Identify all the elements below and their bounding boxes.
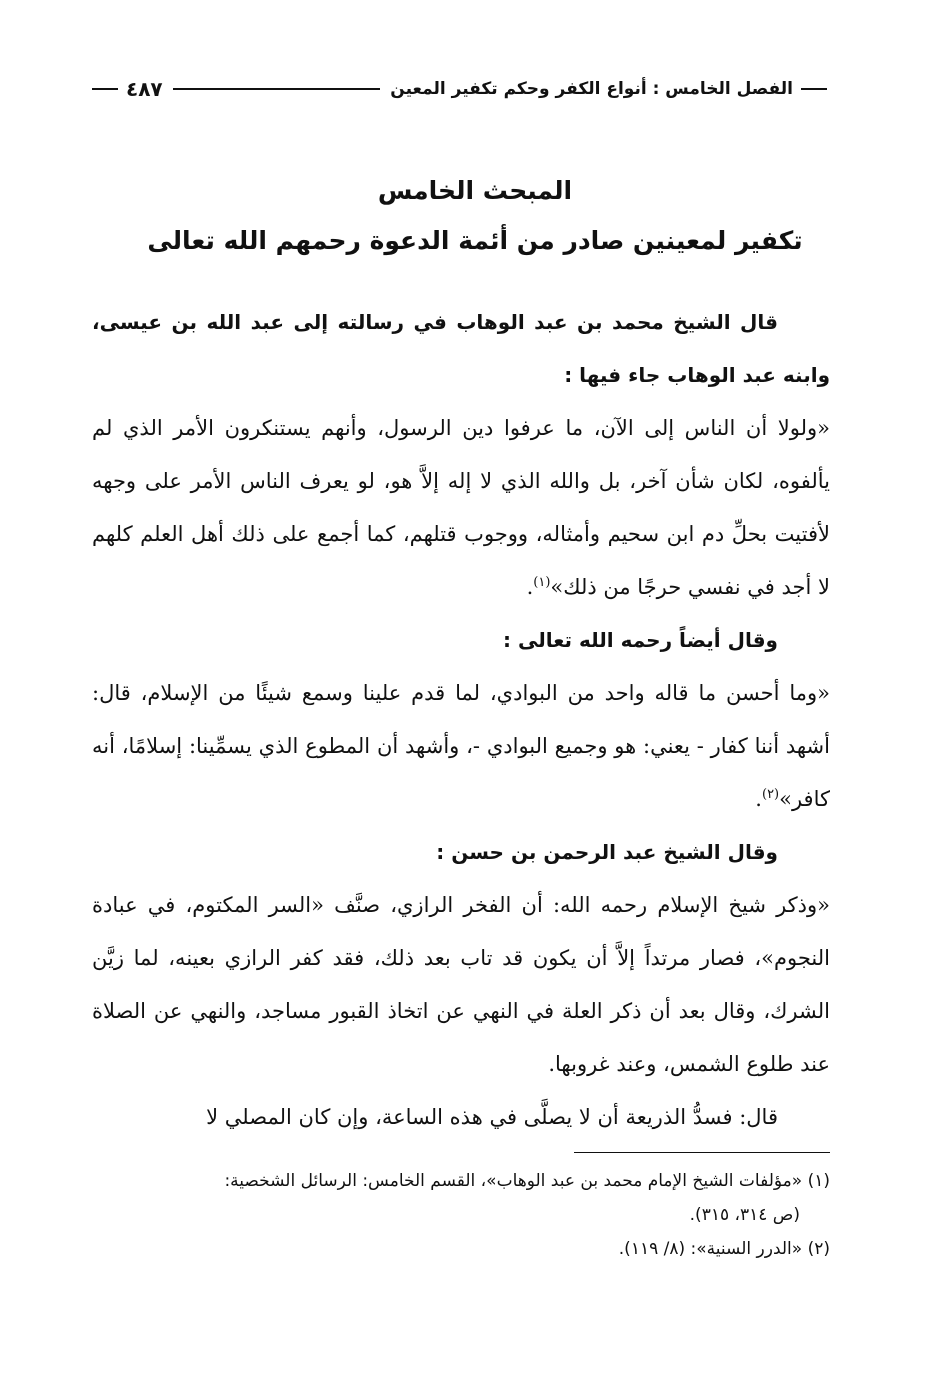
header-rule [173,88,381,90]
section-number-heading: المبحث الخامس [377,176,573,205]
body-text [92,296,830,1144]
footnote-2: (٢) «الدرر السنية»: (٨/ ١١٩). [618,1239,830,1259]
paragraph-intro-2: وقال أيضاً رحمه الله تعالى : [503,628,778,652]
footnote-1-continued: (ص ٣١٤، ٣١٥). [689,1205,800,1225]
paragraph-intro-3: وقال الشيخ عبد الرحمن بن حسن : [436,840,778,864]
paragraph-quote-2 [92,667,830,826]
footnote-1: (١) «مؤلفات الشيخ الإمام محمد بن عبد الوهاب»، القسم الخامس: الرسائل الشخصية: [224,1171,830,1191]
quote-2-end: . [755,787,762,811]
quote-1-end: . [526,575,534,599]
quote-1-text: «ولولا أن الناس إلى الآن، ما عرفوا دين الرسول، وأنهم يستنكرون الأمر الذي لم يألفوه، لكان شأن آخر، بل والله الذي لا إله إلاَّ هو، لو يعرف الناس الأمر على وجهه لأفتيت بحلِّ دم ابن سحيم وأمثاله، ووجوب قتلهم، كما أجمع على ذلك أهل العلم كلهم لا أجد في نفسي حرجًا من ذلك» [92,416,830,599]
footnote-ref-1: (١) [533,575,551,590]
footnote-separator [574,1152,830,1153]
footnotes [92,1164,830,1266]
header-dash-left [92,88,118,90]
paragraph-intro-1: قال الشيخ محمد بن عبد الوهاب في رسالته إلى عبد الله بن عيسى، وابنه عبد الوهاب جاء فيها : [92,310,830,387]
section-title-heading: تكفير لمعينين صادر من أئمة الدعوة رحمهم الله تعالى [147,226,803,255]
running-header [92,72,827,106]
quote-2-text: «وما أحسن ما قاله واحد من البوادي، لما قدم علينا وسمع شيئًا من الإسلام، قال: أشهد أننا كفار - يعني: هو وجميع البوادي -، وأشهد أن المطوع الذي يسمِّينا: إسلامًا، أنه كافر» [92,681,830,811]
paragraph-continuation: قال: فسدُّ الذريعة أن لا يصلَّى في هذه الساعة، وإن كان المصلي لا [206,1105,778,1129]
header-dash-right [801,88,827,90]
page-number: ٤٨٧ [126,77,163,101]
paragraph-quote-1 [92,402,830,614]
footnote-ref-2: (٢) [761,787,780,802]
paragraph-quote-3: «وذكر شيخ الإسلام رحمه الله: أن الفخر الرازي، صنَّف «السر المكتوم، في عبادة النجوم»، فصار مرتداً إلاَّ أن يكون قد تاب بعد ذلك، فقد كفر الرازي بعينه، لما زيَّن الشرك، وقال بعد أن ذكر العلة في النهي عن اتخاذ القبور مساجد، والنهي عن الصلاة عند طلوع الشمس، وعند غروبها. [92,893,830,1076]
header-chapter-title: الفصل الخامس : أنواع الكفر وحكم تكفير المعين [390,79,793,99]
